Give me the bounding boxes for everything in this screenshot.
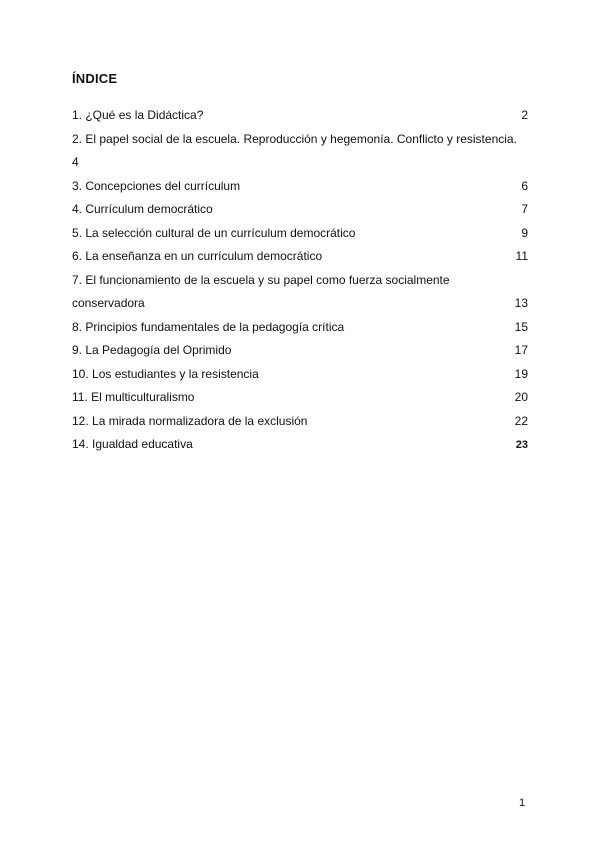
toc-entry-page: 15 — [514, 319, 528, 334]
toc-entry-4[interactable] — [72, 198, 528, 222]
table-of-contents — [72, 104, 528, 458]
toc-entry-page: 23 — [515, 439, 528, 451]
toc-entry-label: 2. El papel social de la escuela. Reproducción y hegemonía. Conflicto y resistencia. — [72, 131, 517, 146]
toc-entry-page: 13 — [514, 296, 528, 310]
toc-entry-label: 14. Igualdad educativa — [72, 437, 193, 451]
toc-entry-3[interactable] — [72, 175, 528, 199]
toc-entry-label: 1. ¿Qué es la Didáctica? — [72, 108, 204, 122]
toc-entry-page: 7 — [521, 202, 528, 216]
toc-entry-7[interactable] — [72, 269, 528, 316]
toc-entry-label: 10. Los estudiantes y la resistencia — [72, 366, 259, 381]
toc-entry-14[interactable] — [72, 433, 528, 458]
toc-entry-label: 7. El funcionamiento de la escuela y su papel como fuerza socialmente — [72, 272, 450, 287]
toc-entry-12[interactable] — [72, 410, 528, 434]
toc-entry-page: 19 — [514, 366, 528, 381]
toc-entry-page: 4 — [72, 155, 79, 169]
toc-entry-label: 9. La Pedagogía del Oprimido — [72, 343, 232, 357]
toc-entry-label: 3. Concepciones del currículum — [72, 178, 241, 193]
toc-entry-6[interactable] — [72, 245, 528, 269]
toc-entry-label: 6. La enseñanza en un currículum democrático — [72, 249, 323, 263]
toc-entry-page: 9 — [521, 225, 528, 240]
toc-entry-9[interactable] — [72, 339, 528, 363]
toc-entry-8[interactable] — [72, 316, 528, 340]
index-title: ÍNDICE — [72, 71, 118, 86]
toc-entry-page: 11 — [515, 249, 528, 263]
toc-entry-2[interactable] — [72, 128, 528, 175]
toc-entry-label: 12. La mirada normalizadora de la exclusión — [72, 413, 308, 428]
page-number: 1 — [519, 797, 526, 809]
toc-entry-1[interactable] — [72, 104, 528, 128]
toc-entry-11[interactable] — [72, 386, 528, 410]
toc-entry-page: 22 — [514, 413, 528, 428]
toc-entry-10[interactable] — [72, 363, 528, 387]
toc-entry-page: 17 — [514, 343, 528, 357]
toc-entry-label: 5. La selección cultural de un currículum democrático — [72, 225, 356, 240]
toc-entry-page: 2 — [521, 108, 528, 122]
toc-entry-label: 11. El multiculturalismo — [72, 390, 195, 404]
toc-entry-page: 6 — [521, 178, 528, 193]
toc-entry-label-continued: conservadora — [72, 296, 145, 310]
toc-entry-label: 4. Currículum democrático — [72, 202, 213, 216]
toc-entry-page: 20 — [514, 390, 528, 404]
toc-entry-label: 8. Principios fundamentales de la pedagogía crítica — [72, 319, 345, 334]
toc-entry-5[interactable] — [72, 222, 528, 246]
